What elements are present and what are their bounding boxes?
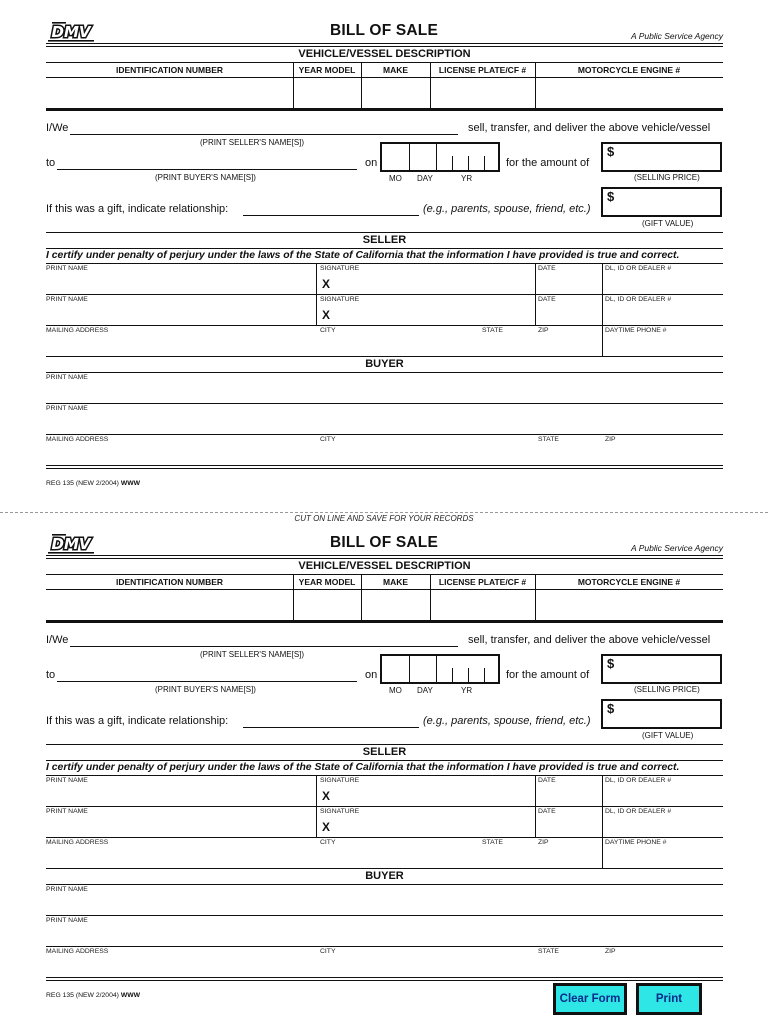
buyer1-print-name-label: PRINT NAME <box>46 886 88 893</box>
vehicle-description-title: VEHICLE/VESSEL DESCRIPTION <box>298 48 471 60</box>
year-caption: YR <box>461 174 473 183</box>
col-year-model: YEAR MODEL <box>298 577 356 587</box>
seller1-date-label: DATE <box>538 777 556 784</box>
seller-state-field[interactable] <box>480 335 534 355</box>
seller2-date-label: DATE <box>538 808 556 815</box>
gift-value-box[interactable] <box>601 187 722 217</box>
seller-mailing-address-label: MAILING ADDRESS <box>46 327 109 334</box>
motorcycle-engine-field[interactable] <box>536 78 722 108</box>
day-caption: DAY <box>417 174 433 183</box>
sell-transfer-text: sell, transfer, and deliver the above vehicle/vessel <box>468 634 711 646</box>
buyer-state-field[interactable] <box>536 957 601 977</box>
seller2-date-field[interactable] <box>536 816 601 836</box>
motorcycle-engine-field[interactable] <box>536 590 722 620</box>
seller2-dl-label: DL, ID OR DEALER # <box>605 808 672 815</box>
day-caption: DAY <box>417 686 433 695</box>
iwe-label: I/We <box>46 634 69 646</box>
col-motorcycle-engine: MOTORCYCLE ENGINE # <box>577 577 681 587</box>
bill-of-sale-copy-2 <box>0 512 768 1012</box>
seller2-print-name-label: PRINT NAME <box>46 808 88 815</box>
seller-state-label: STATE <box>482 327 503 334</box>
buyer-name-line[interactable] <box>57 169 357 170</box>
col-identification-number: IDENTIFICATION NUMBER <box>115 65 224 75</box>
buyer-mailing-address-label: MAILING ADDRESS <box>46 948 109 955</box>
buyer-city-label: CITY <box>320 948 336 955</box>
identification-number-field[interactable] <box>47 590 292 620</box>
selling-price-box[interactable] <box>601 654 722 684</box>
buyer-state-label: STATE <box>538 948 559 955</box>
for-amount-label: for the amount of <box>506 669 590 681</box>
seller2-signature-x: X <box>322 308 331 322</box>
buyer-zip-label: ZIP <box>605 436 616 443</box>
make-field[interactable] <box>362 78 429 108</box>
seller2-date-label: DATE <box>538 296 556 303</box>
gift-value-caption: (GIFT VALUE) <box>642 219 694 228</box>
seller1-date-field[interactable] <box>536 273 601 293</box>
seller-address-field[interactable] <box>47 847 315 867</box>
seller1-name-field[interactable] <box>47 785 315 805</box>
seller-city-field[interactable] <box>317 847 477 867</box>
buyer-section-title: BUYER <box>365 358 404 370</box>
year-caption: YR <box>461 686 473 695</box>
seller-mailing-address-label: MAILING ADDRESS <box>46 839 109 846</box>
agency-tagline: A Public Service Agency <box>631 543 723 553</box>
seller1-dl-field[interactable] <box>603 785 722 805</box>
buyer-state-label: STATE <box>538 436 559 443</box>
dollar-sign: $ <box>607 656 615 671</box>
svg-text:DMV: DMV <box>51 535 91 553</box>
seller-city-label: CITY <box>320 327 336 334</box>
buyer-zip-label: ZIP <box>605 948 616 955</box>
gift-value-caption: (GIFT VALUE) <box>642 731 694 740</box>
clear-form-button[interactable]: Clear Form <box>553 983 627 1015</box>
seller2-dl-field[interactable] <box>603 304 722 324</box>
seller1-name-field[interactable] <box>47 273 315 293</box>
seller-phone-field[interactable] <box>603 847 722 867</box>
seller-zip-label: ZIP <box>538 327 549 334</box>
sale-date-box[interactable] <box>380 142 500 172</box>
dollar-sign: $ <box>607 189 615 204</box>
buyer-city-label: CITY <box>320 436 336 443</box>
seller1-print-name-label: PRINT NAME <box>46 265 88 272</box>
buyer-address-field[interactable] <box>47 445 315 465</box>
col-make: MAKE <box>382 577 409 587</box>
seller-section-title: SELLER <box>362 746 407 758</box>
buyer-address-field[interactable] <box>47 957 315 977</box>
col-motorcycle-engine: MOTORCYCLE ENGINE # <box>577 65 681 75</box>
for-amount-label: for the amount of <box>506 157 590 169</box>
bill-of-sale-copy-1 <box>0 0 768 500</box>
seller-zip-label: ZIP <box>538 839 549 846</box>
seller-name-caption: (PRINT SELLER'S NAME[S]) <box>200 650 305 659</box>
buyer-name-caption: (PRINT BUYER'S NAME[S]) <box>155 173 256 182</box>
buyer1-name-field[interactable] <box>47 383 722 403</box>
iwe-label: I/We <box>46 122 69 134</box>
seller-state-label: STATE <box>482 839 503 846</box>
seller1-date-label: DATE <box>538 265 556 272</box>
buyer2-name-field[interactable] <box>47 414 722 434</box>
vehicle-description-title: VEHICLE/VESSEL DESCRIPTION <box>298 560 471 572</box>
buyer-zip-field[interactable] <box>603 957 722 977</box>
seller2-name-field[interactable] <box>47 816 315 836</box>
svg-text:DMV: DMV <box>51 23 91 41</box>
footer-code: REG 135 (NEW 2/2004) <box>46 480 119 487</box>
on-label: on <box>365 157 378 169</box>
seller1-dl-field[interactable] <box>603 273 722 293</box>
year-model-field[interactable] <box>294 78 360 108</box>
seller-name-caption: (PRINT SELLER'S NAME[S]) <box>200 138 305 147</box>
seller2-print-name-label: PRINT NAME <box>46 296 88 303</box>
seller-phone-label: DAYTIME PHONE # <box>605 839 667 846</box>
to-label: to <box>46 669 56 681</box>
buyer-city-field[interactable] <box>317 957 535 977</box>
col-year-model: YEAR MODEL <box>298 65 356 75</box>
seller1-dl-label: DL, ID OR DEALER # <box>605 777 672 784</box>
seller2-signature-field[interactable] <box>336 816 534 836</box>
footer-code: REG 135 (NEW 2/2004) <box>46 992 119 999</box>
seller2-signature-label: SIGNATURE <box>320 296 360 303</box>
gift-value-box[interactable] <box>601 699 722 729</box>
form-title: BILL OF SALE <box>329 22 439 39</box>
seller2-signature-field[interactable] <box>336 304 534 324</box>
col-license-plate: LICENSE PLATE/CF # <box>438 577 527 587</box>
buyer2-print-name-label: PRINT NAME <box>46 917 88 924</box>
seller1-print-name-label: PRINT NAME <box>46 777 88 784</box>
seller-city-label: CITY <box>320 839 336 846</box>
seller-address-field[interactable] <box>47 335 315 355</box>
seller-section-title: SELLER <box>362 234 407 246</box>
month-caption: MO <box>389 686 402 695</box>
buyer-section-title: BUYER <box>365 870 404 882</box>
seller2-signature-label: SIGNATURE <box>320 808 360 815</box>
form-footer <box>46 480 140 487</box>
gift-examples: (e.g., parents, spouse, friend, etc.) <box>423 715 591 727</box>
seller1-signature-x: X <box>322 789 331 803</box>
make-field[interactable] <box>362 590 429 620</box>
buyer-name-caption: (PRINT BUYER'S NAME[S]) <box>155 685 256 694</box>
buyer-name-line[interactable] <box>57 681 357 682</box>
col-make: MAKE <box>382 65 409 75</box>
seller1-signature-field[interactable] <box>336 785 534 805</box>
selling-price-caption: (SELLING PRICE) <box>634 173 700 182</box>
seller-phone-field[interactable] <box>603 335 722 355</box>
form-title: BILL OF SALE <box>329 534 439 551</box>
gift-examples: (e.g., parents, spouse, friend, etc.) <box>423 203 591 215</box>
seller2-signature-x: X <box>322 820 331 834</box>
buyer-state-field[interactable] <box>536 445 601 465</box>
seller1-signature-field[interactable] <box>336 273 534 293</box>
gift-relationship-label: If this was a gift, indicate relationship: <box>46 715 229 727</box>
dollar-sign: $ <box>607 144 615 159</box>
seller1-dl-label: DL, ID OR DEALER # <box>605 265 672 272</box>
perjury-certification: I certify under penalty of perjury under the laws of the State of California that the information I have provided is true and correct. <box>46 250 680 261</box>
sell-transfer-text: sell, transfer, and deliver the above vehicle/vessel <box>468 122 711 134</box>
buyer2-name-field[interactable] <box>47 926 722 946</box>
year-model-field[interactable] <box>294 590 360 620</box>
seller1-signature-label: SIGNATURE <box>320 265 360 272</box>
seller-state-field[interactable] <box>480 847 534 867</box>
buyer-mailing-address-label: MAILING ADDRESS <box>46 436 109 443</box>
dollar-sign: $ <box>607 701 615 716</box>
gift-relationship-label: If this was a gift, indicate relationship: <box>46 203 229 215</box>
gift-relationship-line[interactable] <box>243 727 419 728</box>
print-button[interactable]: Print <box>636 983 702 1015</box>
license-plate-field[interactable] <box>431 590 534 620</box>
footer-www: WWW <box>120 992 141 999</box>
license-plate-field[interactable] <box>431 78 534 108</box>
seller-phone-label: DAYTIME PHONE # <box>605 327 667 334</box>
footer-www: WWW <box>120 480 141 487</box>
seller-zip-field[interactable] <box>536 335 601 355</box>
seller2-date-field[interactable] <box>536 304 601 324</box>
on-label: on <box>365 669 378 681</box>
cut-instruction: CUT ON LINE AND SAVE FOR YOUR RECORDS <box>294 514 474 523</box>
sale-date-box[interactable] <box>380 654 500 684</box>
agency-tagline: A Public Service Agency <box>631 31 723 41</box>
perjury-certification: I certify under penalty of perjury under the laws of the State of California that the information I have provided is true and correct. <box>46 762 680 773</box>
seller1-signature-x: X <box>322 277 331 291</box>
form-footer <box>46 992 140 999</box>
seller1-signature-label: SIGNATURE <box>320 777 360 784</box>
seller2-dl-label: DL, ID OR DEALER # <box>605 296 672 303</box>
seller-city-field[interactable] <box>317 335 477 355</box>
buyer-city-field[interactable] <box>317 445 535 465</box>
seller-name-line[interactable] <box>70 134 458 135</box>
seller-zip-field[interactable] <box>536 847 601 867</box>
selling-price-caption: (SELLING PRICE) <box>634 685 700 694</box>
seller2-name-field[interactable] <box>47 304 315 324</box>
seller-name-line[interactable] <box>70 646 458 647</box>
col-identification-number: IDENTIFICATION NUMBER <box>115 577 224 587</box>
identification-number-field[interactable] <box>47 78 292 108</box>
gift-relationship-line[interactable] <box>243 215 419 216</box>
buyer1-print-name-label: PRINT NAME <box>46 374 88 381</box>
to-label: to <box>46 157 56 169</box>
month-caption: MO <box>389 174 402 183</box>
buyer1-name-field[interactable] <box>47 895 722 915</box>
buyer-zip-field[interactable] <box>603 445 722 465</box>
seller2-dl-field[interactable] <box>603 816 722 836</box>
col-license-plate: LICENSE PLATE/CF # <box>438 65 527 75</box>
seller1-date-field[interactable] <box>536 785 601 805</box>
selling-price-box[interactable] <box>601 142 722 172</box>
buyer2-print-name-label: PRINT NAME <box>46 405 88 412</box>
